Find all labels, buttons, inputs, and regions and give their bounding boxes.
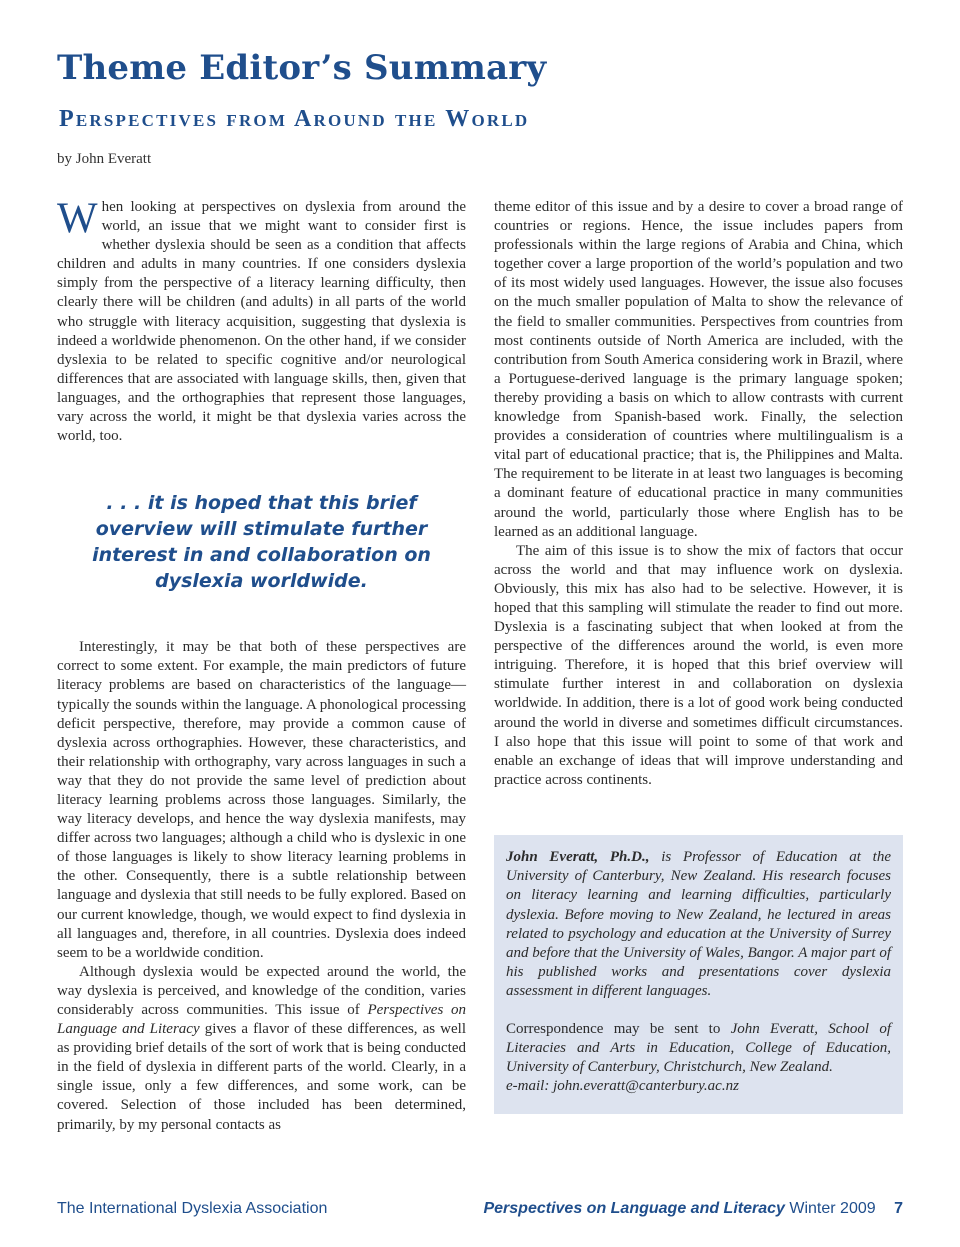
- correspondence-lead: Correspondence may be sent to: [506, 1020, 731, 1037]
- body-paragraph: The aim of this issue is to show the mix of factors that occur across the world and that may influence work on dyslexia. Obviously, this mix has also had to be selective. However, it is hoped that this sampling will stimulate the reader to find out more. Dyslexia is a fascinating subject that when looked at from the perspective of the differences around the world, is even more intriguing. Therefore, it is hoped that this brief overview will stimulate further interest in and collaboration on dyslexia worldwide. In addition, there is a lot of good work being conducted around the world in diverse and sometimes difficult circumstances. I also hope that this issue will point to some of that work and enable an exchange of ideas that will improve understanding and practice across continents.: [494, 542, 903, 788]
- footer-journal-title: Perspectives on Language and Literacy: [483, 1200, 785, 1217]
- intro-paragraph-text: hen looking at perspectives on dyslexia from around the world, an issue that we might want to consider first is whether dyslexia should be seen as a condition that affects children and adults in many countries. If one considers dyslexia simply from the perspective of a literacy learning difficulty, then clearly there will be children (and adults) in all parts of the world who struggle with literacy acquisition, suggesting that dyslexia is indeed a worldwide phenomenon. On the other hand, if we consider dyslexia to be related to specific cognitive and/or neurological differences that are associated with language skills, then, given that languages, and the orthographies that represent those languages, vary across the world, it might be that dyslexia varies across the world, too.: [57, 199, 466, 445]
- author-bio-box: [494, 835, 903, 1114]
- footer-journal-info: [483, 1200, 903, 1218]
- journal-title-inline: Perspectives on Language and Literacy: [57, 1002, 466, 1038]
- page-number: 7: [894, 1200, 903, 1217]
- intro-paragraph: [57, 195, 466, 446]
- right-column: [494, 198, 903, 790]
- drop-cap: W: [57, 195, 98, 242]
- author-bio: [506, 848, 891, 1002]
- author-name: John Everatt, Ph.D.,: [506, 849, 650, 865]
- paragraph-text: gives a flavor of these differences, as well as providing brief details of the sort of work that is being conducted in the field of dyslexia in different parts of the world. Clearly, in a single issue, only a few differences, and some work, can be covered. Selection of those included has been determined, primarily, by my personal contacts as: [57, 1021, 466, 1133]
- paragraph-text: Although dyslexia would be expected around the world, the way dyslexia is perceived, and knowledge of the condition, varies considerably across communities. This issue of: [57, 963, 466, 1018]
- left-column: [57, 195, 466, 1135]
- byline: by John Everatt: [57, 151, 152, 167]
- footer-issue: Winter 2009: [789, 1200, 876, 1217]
- body-paragraph: Interestingly, it may be that both of these perspectives are correct to some extent. For example, the main predictors of future literacy problems are based on characteristics of the language—typically the sounds within the language. A phonological processing deficit perspective, therefore, may provide a common cause of dyslexia across orthographies. However, these characteristics, and their relationship with orthography, vary across languages in such a way that they do not provide the same level of prediction about literacy learning problems across those languages. Similarly, the way literacy develops, and hence the way dyslexia manifests, may differ across two languages; although a child who is dyslexic in one of those languages is likely to show literacy learning problems in the other. Consequently, there is a subtle relationship between language and dyslexia that still needs to be fully explored. Based on our current knowledge, though, we would expect to find dyslexia in all languages and, therefore, in all countries. Dyslexia does indeed seem to be a worldwide condition.: [57, 639, 466, 961]
- correspondence: [506, 1020, 891, 1078]
- article-title: Theme Editor’s Summary: [57, 48, 547, 88]
- author-bio-text: is Professor of Education at the University of Canterbury, New Zealand. His research focuses on literacy learning and learning difficulties, particularly dyslexia. Before moving to New Zealand, he lectured in areas related to psychology and education at the University of Surrey and before that the University of Wales, Bangor. A major part of his published works and presentations cover dyslexia assessment in different languages.: [506, 849, 891, 1000]
- footer-organization: The International Dyslexia Association: [57, 1200, 328, 1217]
- article-subtitle: Perspectives from Around the World: [59, 106, 530, 132]
- body-paragraph: theme editor of this issue and by a desire to cover a broad range of countries or regions. Hence, the issue includes papers from professionals within the large regions of Arabia and China, which together cover a large proportion of the world’s population and two of its most widely used languages. However, the issue also focuses on the much smaller population of Malta to show the relevance of the field to smaller communities. Perspectives from countries from most continents outside of North America are included, with the contribution from South America considering work in Brazil, where a Portuguese-derived language is the primary language spoken; thereby providing a basis on which to allow contrasts with current knowledge from Spanish-based work. Finally, the selection provides a consideration of countries where multilingualism is a vital part of educational practice; that is, the Philippines and Malta. The requirement to be literate in at least two languages is becoming a dominant feature of educational practice in many communities around the world, particularly those where English has to be learned as an additional language.: [494, 199, 903, 540]
- pull-quote: . . . it is hoped that this brief overview will stimulate further interest in and collaboration on dyslexia worldwide.: [92, 492, 431, 593]
- author-email: e-mail: john.everatt@canterbury.ac.nz: [506, 1078, 739, 1095]
- body-paragraph: [57, 963, 466, 1135]
- correspondence-address: John Everatt, School of Literacies and Arts in Education, College of Education, University of Canterbury, Christchurch, New Zealand.: [506, 1020, 891, 1076]
